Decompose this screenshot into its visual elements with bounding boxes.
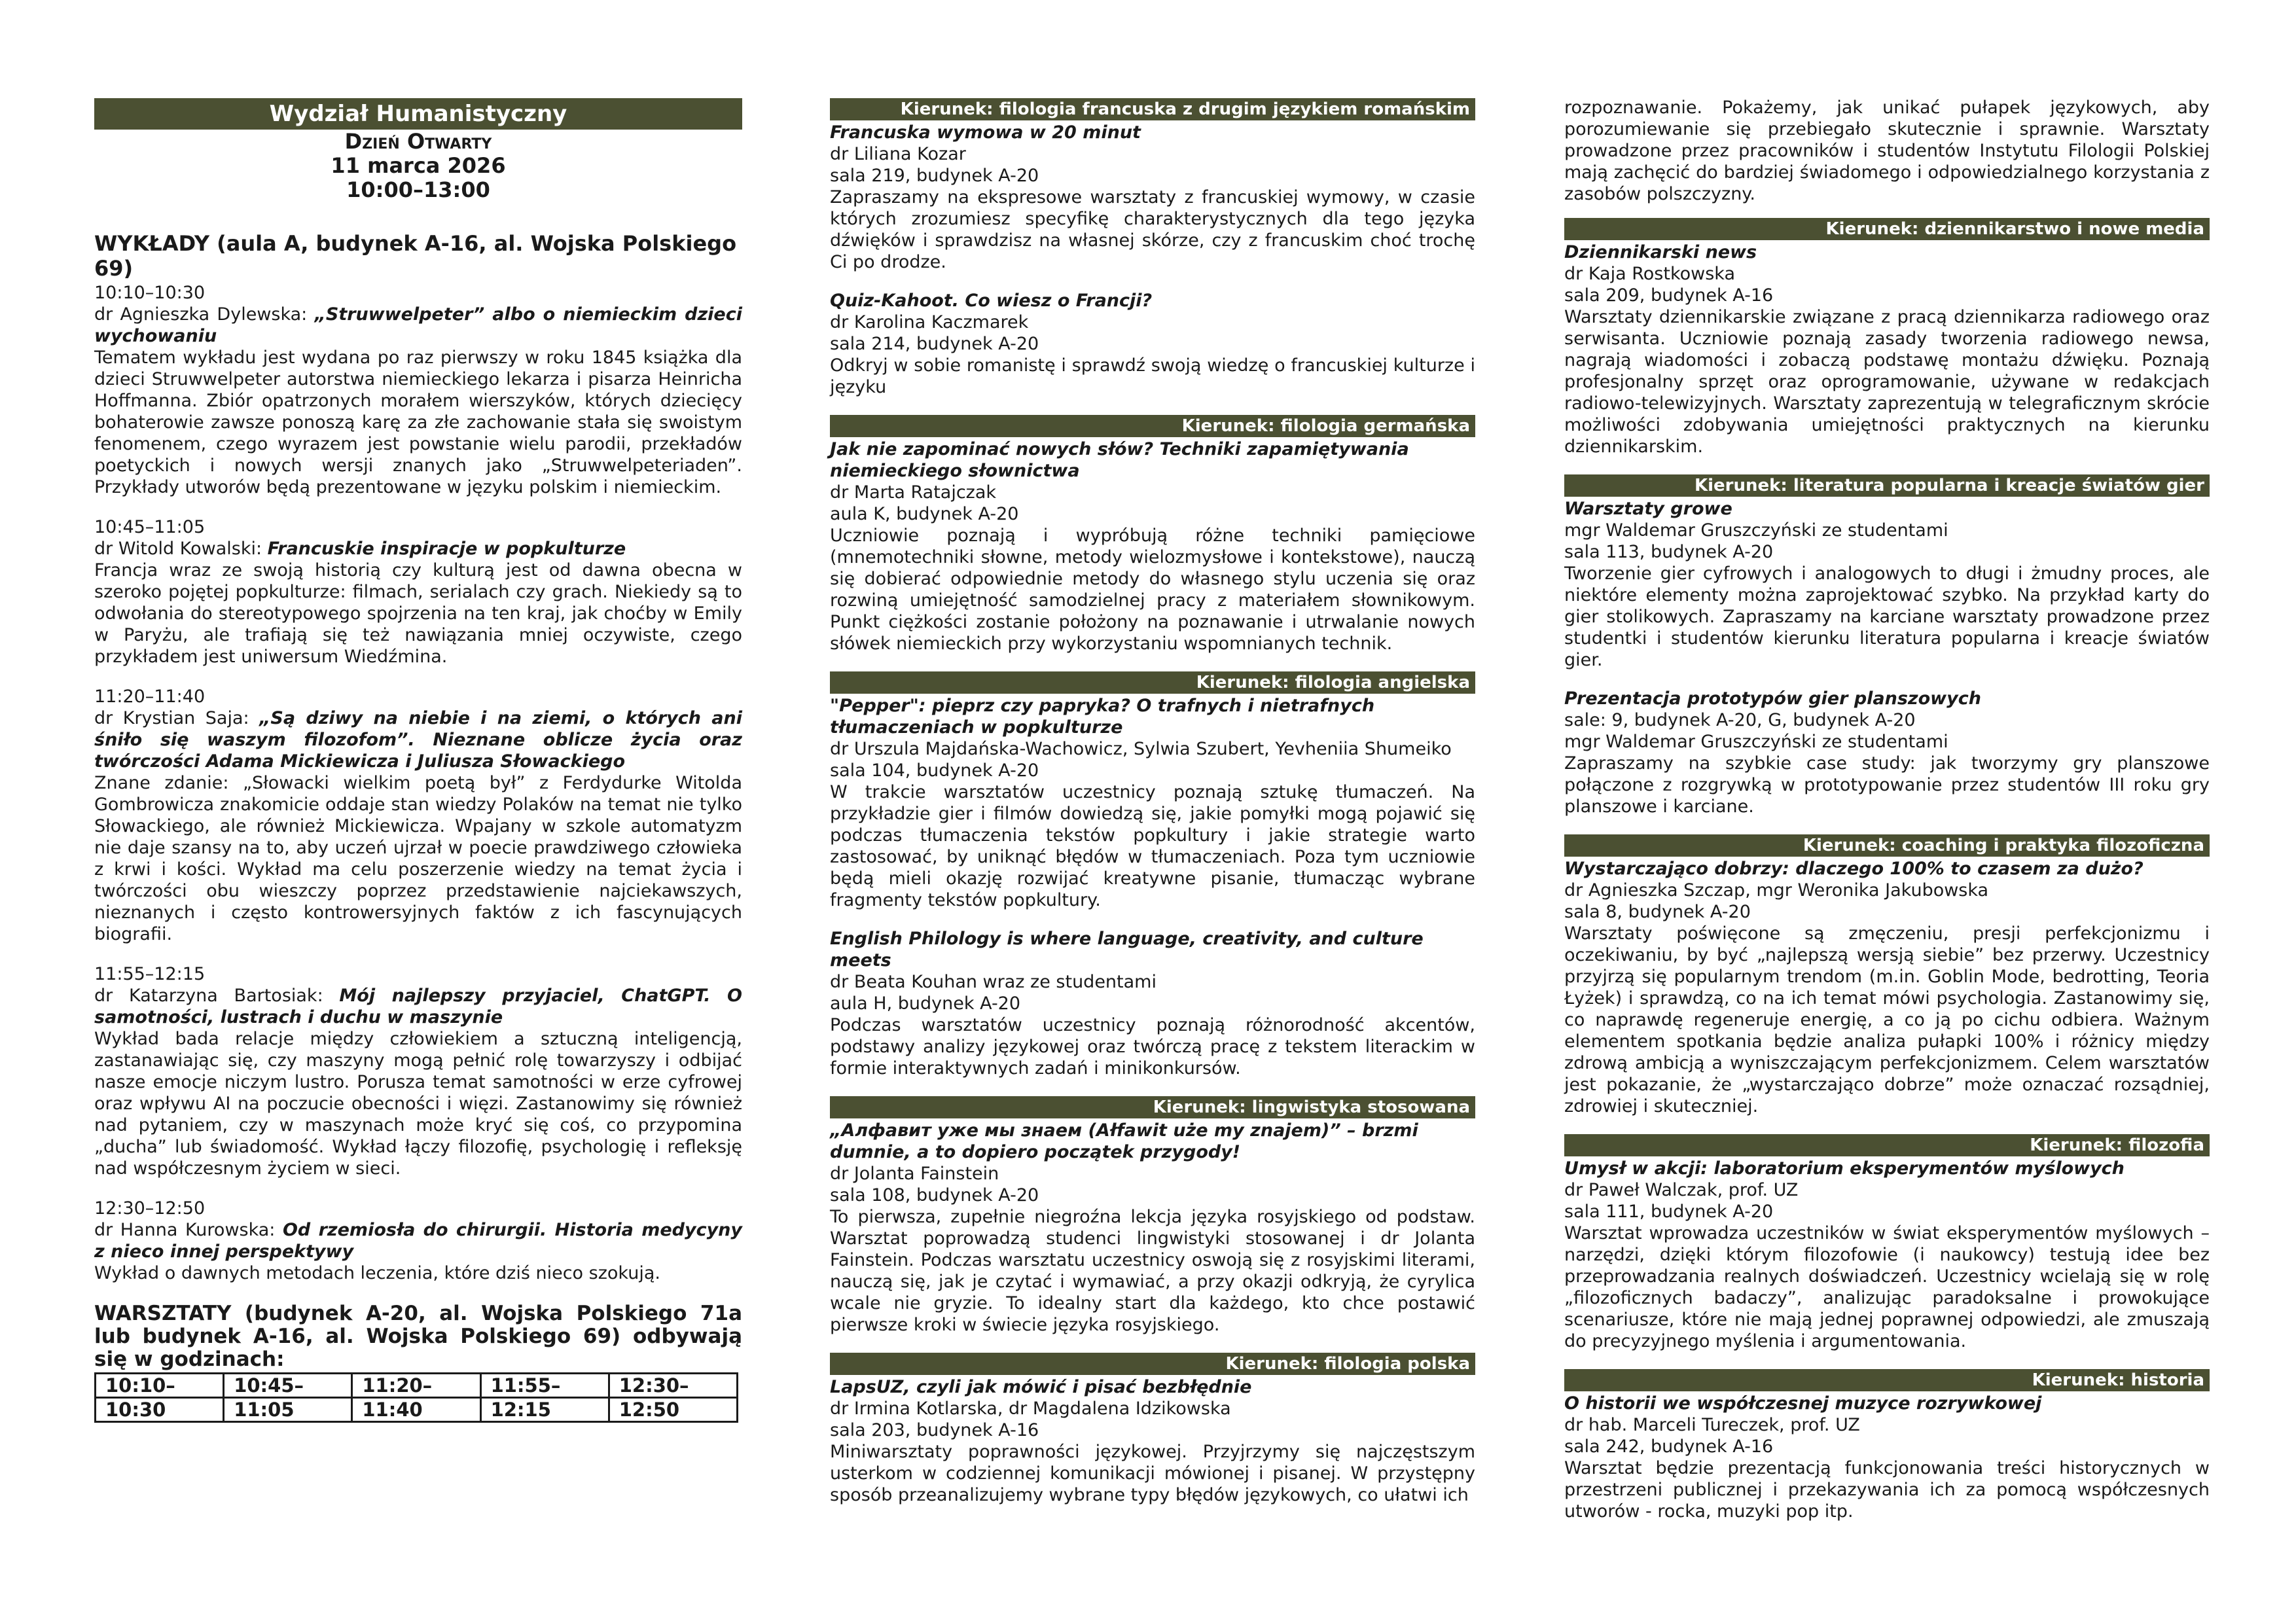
workshop-person: dr Marta Ratajczak [830,482,997,503]
slot-start: 11:20– [352,1374,480,1398]
event-name: Dzień Otwarty [344,129,492,154]
column-workshops-2 [1564,97,2210,1539]
workshop-person: dr Kaja Rostkowska [1564,264,1735,284]
workshop-title: Warsztaty growe [1564,499,1732,519]
workshop-item [830,438,1475,654]
workshop-item [1564,858,2210,1117]
lectures-list [94,282,742,1284]
lecture-speaker: dr Witold Kowalski: [94,539,268,559]
lecture-title: Mój najlepszy przyjaciel, ChatGPT. O samotności, lustrach i duchu w maszynie [94,986,742,1027]
workshop-item [830,695,1475,911]
workshop-sections-2 [1564,218,2210,1522]
workshop-person: dr Irmina Kotlarska, dr Magdalena Idzikowska [830,1399,1231,1419]
lecture-speaker-title [94,707,742,772]
workshop-description: Warsztaty poświęcone są zmęczeniu, presji perfekcjonizmu i oczekiwaniu, by być „najlepszą wersją siebie” bez przerwy. Uczestnicy przyjrzą się popularnym trendom (m.in. Goblin Mode, bedrotting, Teoria Łyżek) i sprawdzą, co na ich temat mówi psychologia. Zastanowimy się, co naprawdę regeneruje energię, a co ją po cichu odbiera. Ważnym elementem spotkania będzie analiza pułapki 100% i różnicy między zdrową ambicją a wyniszczającym perfekcjonizmem. Celem warsztatów jest pokazanie, że „wystarczająco dobrze” może oznaczać rozsądniej, zdrowiej i skuteczniej. [1564,923,2210,1116]
lecture-time: 11:55–12:15 [94,964,206,984]
lecture-speaker: dr Katarzyna Bartosiak: [94,986,340,1006]
slot-end: 11:05 [224,1398,352,1422]
workshop-item [830,1376,1475,1506]
lecture-description: Wykład bada relacje między człowiekiem a sztuczną inteligencją, zastanawiając się, czy maszyny mogą pełnić rolę towarzyszy i odbijać nasze emocje niczym lustro. Porusza temat samotności w erze cyfrowej oraz wpływu AI na poczucie obecności i więzi. Zastanowimy się również nad pytaniem, czy w maszynach może kryć się coś, co przypomina „ducha” lub świadomość. Wykład łączy filozofię, psychologię i refleksję nad współczesnym życiem w sieci. [94,1029,742,1179]
workshop-item [1564,688,2210,817]
kierunek-bar: Kierunek: filologia polska [830,1353,1475,1375]
lecture-item [94,686,742,945]
workshop-description: Zapraszamy na ekspresowe warsztaty z francuskiej wymowy, w czasie których zrozumiesz specyfikę charakterystycznych dla tego języka dźwięków i sprawdzisz na własnej skórze, czy z francuskim choć trochę Ci po drodze. [830,187,1475,272]
kierunek-bar: Kierunek: historia [1564,1369,2210,1391]
polish-workshop-continuation: rozpoznawanie. Pokażemy, jak unikać pułapek językowych, aby porozumiewanie się przebiegało skutecznie i sprawnie. Warsztaty prowadzone przez pracowników i studentów Instytutu Filologii Polskiej mają zachęcić do bardziej świadomego i odpowiedzialnego korzystania z zasobów polszczyzny. [1564,98,2210,204]
workshop-title: Umysł w akcji: laboratorium eksperymentów myślowych [1564,1158,2125,1179]
lecture-time: 11:20–11:40 [94,687,206,707]
workshop-description: Tworzenie gier cyfrowych i analogowych to długi i żmudny proces, ale niektóre elementy można zaprojektować szybko. Na przykład karty do gier stolikowych. Zapraszamy na karciane warsztaty prowadzone przez studentki i studentów kierunku literatura popularna i kreacje światów gier. [1564,563,2210,670]
workshop-room: sala 214, budynek A-20 [830,334,1039,354]
workshop-title: English Philology is where language, creativity, and culture meets [830,929,1424,971]
workshop-room: sala 104, budynek A-20 [830,760,1039,781]
workshop-room: sala 203, budynek A-16 [830,1420,1039,1440]
workshop-person: dr Paweł Walczak, prof. UZ [1564,1180,1799,1200]
kierunek-bar: Kierunek: dziennikarstwo i nowe media [1564,218,2210,240]
lecture-title: Od rzemiosła do chirurgii. Historia medycyny z nieco innej perspektywy [94,1220,743,1262]
workshop-title: LapsUZ, czyli jak mówić i pisać bezbłędnie [830,1377,1252,1397]
workshop-person: dr Karolina Kaczmarek [830,312,1029,332]
slot-start: 10:45– [224,1374,352,1398]
workshop-title: Dziennikarski news [1564,242,1757,262]
workshop-item [830,928,1475,1079]
lecture-time: 12:30–12:50 [94,1198,206,1219]
kierunek-bar: Kierunek: filozofia [1564,1134,2210,1156]
slot-start: 12:30– [609,1374,737,1398]
lecture-speaker: dr Krystian Saja: [94,708,260,728]
workshop-person: dr Beata Kouhan wraz ze studentami [830,972,1157,992]
workshop-item [1564,498,2210,671]
slot-end: 12:50 [609,1398,737,1422]
slot-end: 12:15 [480,1398,609,1422]
lecture-item [94,1198,742,1284]
slot-end: 11:40 [352,1398,480,1422]
slot-start: 11:55– [480,1374,609,1398]
event-date: 11 marca 2026 [331,153,506,178]
workshop-person: dr Liliana Kozar [830,144,966,164]
faculty-title-bar: Wydział Humanistyczny [94,98,742,130]
workshop-room: mgr Waldemar Gruszczyński ze studentami [1564,732,1948,752]
workshop-description: Odkryj w sobie romanistę i sprawdź swoją wiedzę o francuskiej kulturze i języku [830,355,1475,397]
workshop-description: To pierwsza, zupełnie niegroźna lekcja języka rosyjskiego od podstaw. Warsztat poprowadzą studenci lingwistyki stosowanej i dr Jolanta Fainstein. Podczas warsztatu uczestnicy oswoją się z rosyjskimi literami, nauczą się, jak je czytać i wymawiać, a przy okazji odkryją, że cyrylica wcale nie gryzie. To idealny start dla każdego, kto chce postawić pierwsze kroki w świecie języka rosyjskiego. [830,1207,1475,1335]
event-hours: 10:00–13:00 [346,177,490,202]
workshop-item [830,290,1475,398]
workshop-room: sala 219, budynek A-20 [830,166,1039,186]
lecture-title: „Struwwelpeter” albo o niemieckim dzieci wychowaniu [94,304,742,346]
lecture-speaker-title [94,304,742,347]
workshop-title: „Алфавит уже мы знаем (Ałfawit uże my znajem)” – brzmi dumnie, a to dopiero początek przygody! [830,1120,1418,1162]
workshop-title: Quiz-Kahoot. Co wiesz o Francji? [830,291,1153,311]
workshop-room: sala 113, budynek A-20 [1564,542,1774,562]
workshop-person: sale: 9, budynek A-20, G, budynek A-20 [1564,710,1916,730]
slot-row-end [96,1398,738,1422]
workshop-room: sala 8, budynek A-20 [1564,902,1751,922]
kierunek-bar: Kierunek: filologia francuska z drugim językiem romańskim [830,98,1475,120]
lecture-item [94,516,742,668]
lecture-speaker-title [94,985,742,1028]
workshop-room: sala 108, budynek A-20 [830,1185,1039,1205]
workshop-title: "Pepper": pieprz czy papryka? O trafnych i nietrafnych tłumaczeniach w popkulturze [830,696,1375,738]
lecture-item [94,963,742,1179]
lecture-speaker-title [94,1219,742,1262]
lecture-description: Znane zdanie: „Słowacki wielkim poetą był” z Ferdydurke Witolda Gombrowicza znakomicie oddaje stan wiedzy Polaków na temat nie tylko Słowackiego, ale również Mickiewicza. Wpajany w szkole automatyzm nie daje szansy na to, aby uczeń ujrzał w poecie prawdziwego człowieka z krwi i kości. Wykład ma celu poszerzenie wiedzy na temat życia i twórczości obu wieszczy poprzez przedstawienie najciekawszych, nieznanych i często kontrowersyjnych faktów z ich fascynujących biografii. [94,773,742,944]
workshop-hours-table [94,1372,738,1423]
slot-end: 10:30 [96,1398,224,1422]
workshop-description: Warsztat wprowadza uczestników w świat eksperymentów myślowych – narzędzi, dzięki którym filozofowie (i naukowcy) testują idee bez przeprowadzania realnych doświadczeń. Uczestnicy wcielają się w rolę „filozoficznych badaczy”, analizując paradoksalne i prowokujące scenariusze, które nie mają jednej poprawnej odpowiedzi, ale zmuszają do precyzyjnego myślenia i argumentowania. [1564,1223,2210,1351]
workshop-item [1564,241,2210,457]
slot-start: 10:10– [96,1374,224,1398]
lectures-heading: WYKŁADY (aula A, budynek A-16, al. Wojska Polskiego 69) [94,231,737,281]
slot-row-start [96,1374,738,1398]
lecture-description: Wykład o dawnych metodach leczenia, które dziś nieco szokują. [94,1263,660,1283]
workshop-room: aula K, budynek A-20 [830,504,1019,524]
workshop-title: Prezentacja prototypów gier planszowych [1564,688,1981,709]
workshop-description: W trakcie warsztatów uczestnicy poznają sztukę tłumaczeń. Na przykładzie gier i filmów dowiedzą się, jakie pomyłki mogą pojawić się podczas tłumaczenia tekstów popkultury i jakie strategie warto zastosować, by uniknąć błędów w tłumaczeniach. Poza tym uczniowie będą mieli okazję rozwijać kreatywne pisanie, tłumacząc wybrane fragmenty tekstów popkultury. [830,782,1475,910]
workshop-item [830,122,1475,273]
workshop-description: Uczniowie poznają i wypróbują różne techniki pamięciowe (mnemotechniki słowne, metody wielozmysłowe i kontekstowe), nauczą się dobierać odpowiednie metody do własnego stylu uczenia się oraz rozwiną umiejętność samodzielnej pracy z materiałem słownikowym. Punkt ciężkości zostanie położony na poznawanie i utrwalanie nowych słówek niemieckich przy wykorzystaniu wspomnianych technik. [830,526,1475,654]
workshops-heading: WARSZTATY (budynek A-20, al. Wojska Polskiego 71a lub budynek A-16, al. Wojska Polskiego 69) odbywają się w godzinach: [94,1302,742,1371]
workshop-description: Warsztaty dziennikarskie związane z pracą dziennikarza radiowego oraz serwisanta. Uczniowie poznają zasady tworzenia radiowego newsa, nagrają wiadomości i zobaczą podstawę montażu dźwięku. Poznają profesjonalny sprzęt oraz oprogramowanie, używane w redakcjach radiowo-telewizyjnych. Warsztaty zaprezentują w telegraficznym skrócie możliwości zdobywania umiejętności praktycznych na kierunku dziennikarskim. [1564,307,2210,457]
workshop-description: Miniwarsztaty poprawności językowej. Przyjrzymy się najczęstszym usterkom w codziennej komunikacji mówionej i pisanej. W przystępny sposób przeanalizujemy wybrane typy błędów językowych, co ułatwi ich [830,1442,1475,1505]
kierunek-bar: Kierunek: filologia angielska [830,671,1475,694]
workshop-room: sala 209, budynek A-16 [1564,285,1774,306]
column-workshops-1 [830,98,1475,1523]
workshop-description: Podczas warsztatów uczestnicy poznają różnorodność akcentów, podstawy analizy językowej oraz twórczą pracę z tekstem literackim w formie interaktywnych zadań i minikonkursów. [830,1015,1475,1079]
lecture-item [94,282,742,498]
lecture-description: Francja wraz ze swoją historią czy kulturą jest od dawna obecna w szeroko pojętej popkulturze: filmach, serialach czy grach. Niekiedy są to odwołania do stereotypowego spojrzenia na ten kraj, jak choćby w Emily w Paryżu, ale trafiają się też nawiązania mniej oczywiste, czego przykładem jest uniwersum Wiedźmina. [94,560,742,667]
workshop-item [1564,1158,2210,1352]
workshop-room: aula H, budynek A-20 [830,993,1021,1014]
lecture-title: Francuskie inspiracje w popkulturze [267,539,626,559]
workshop-title: Wystarczająco dobrzy: dlaczego 100% to czasem za dużo? [1564,859,2144,879]
lecture-speaker-title [94,538,742,560]
lecture-speaker: dr Agnieszka Dylewska: [94,304,315,325]
workshop-description: Warsztat będzie prezentacją funkcjonowania treści historycznych w przestrzeni publicznej i przekazywania ich za pomocą współczesnych utworów - rocka, muzyki pop itp. [1564,1458,2210,1522]
workshop-title: O historii we współczesnej muzyce rozrywkowej [1564,1393,2042,1414]
workshop-description: Zapraszamy na szybkie case study: jak tworzymy gry planszowe połączone z rozgrywką w prototypowanie przez studentów III roku gry planszowe i karciane. [1564,753,2210,817]
kierunek-bar: Kierunek: lingwistyka stosowana [830,1096,1475,1118]
workshop-item [830,1120,1475,1336]
lecture-time: 10:45–11:05 [94,517,206,537]
lecture-time: 10:10–10:30 [94,283,206,303]
workshop-item [1564,1393,2210,1522]
lecture-speaker: dr Hanna Kurowska: [94,1220,283,1240]
workshop-room: sala 242, budynek A-16 [1564,1436,1774,1457]
kierunek-bar: Kierunek: coaching i praktyka filozoficzna [1564,834,2210,857]
lecture-title: „Są dziwy na niebie i na ziemi, o których ani śniło się waszym filozofom”. Nieznane oblicze życia oraz twórczości Adama Mickiewicza i Juliusza Słowackiego [94,708,742,772]
workshop-title: Francuska wymowa w 20 minut [830,122,1141,143]
workshop-person: dr Urszula Majdańska-Wachowicz, Sylwia Szubert, Yevheniia Shumeiko [830,739,1452,759]
workshop-person: dr Agnieszka Szczap, mgr Weronika Jakubowska [1564,880,1989,901]
workshop-title: Jak nie zapominać nowych słów? Techniki zapamiętywania niemieckiego słownictwa [830,439,1409,481]
kierunek-bar: Kierunek: literatura popularna i kreacje światów gier [1564,474,2210,497]
workshop-person: dr hab. Marceli Tureczek, prof. UZ [1564,1415,1860,1435]
workshop-room: sala 111, budynek A-20 [1564,1202,1774,1222]
lecture-description: Tematem wykładu jest wydana po raz pierwszy w roku 1845 książka dla dzieci Struwwelpeter autorstwa niemieckiego lekarza i pisarza Heinricha Hoffmanna. Zbiór opatrzonych morałem wierszyków, których dziecięcy bohaterowie zawsze ponoszą karę za złe zachowanie stała się swoistym fenomenem, czego wyrazem jest powstanie wielu parodii, przekładów poetyckich i nowych wersji znanych jako „Struwwelpeteriaden”. Przykłady utworów będą prezentowane w języku polskim i niemieckim. [94,348,742,497]
kierunek-bar: Kierunek: filologia germańska [830,415,1475,437]
column-lectures [94,98,742,1423]
workshop-person: mgr Waldemar Gruszczyński ze studentami [1564,520,1948,541]
workshop-person: dr Jolanta Fainstein [830,1164,999,1184]
